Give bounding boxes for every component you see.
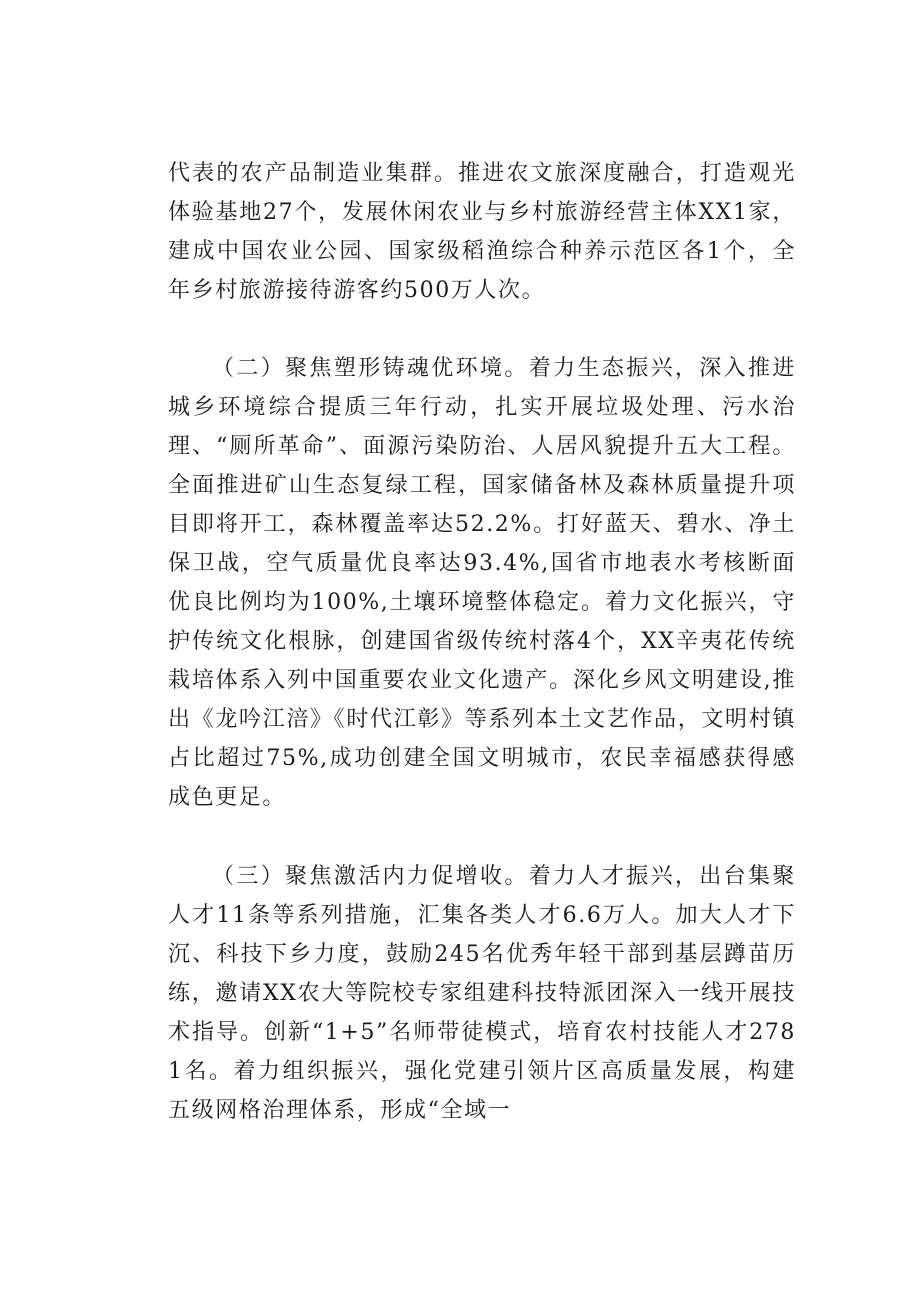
paragraph-continuation: 代表的农产品制造业集群。推进农文旅深度融合，打造观光体验基地27个，发展休闲农业与乡村旅游经营主体XX1家，建成中国农业公园、国家级稻渔综合种养示范区各1个，全年乡村旅游接待游客约500万人次。 [168, 161, 796, 303]
document-body [168, 154, 796, 1130]
paragraph-section-three: （三）聚焦激活内力促增收。着力人才振兴，出台集聚人才11条等系列措施，汇集各类人才6.6万人。加大人才下沉、科技下乡力度，鼓励245名优秀年轻干部到基层蹲苗历练，邀请XX农大等院校专家组建科技特派团深入一线开展技术指导。创新“1+5”名师带徒模式，培育农村技能人才2781名。着力组织振兴，强化党建引领片区高质量发展，构建五级网格治理体系，形成“全域一 [168, 864, 796, 1123]
paragraph-section-two: （二）聚焦塑形铸魂优环境。着力生态振兴，深入推进城乡环境综合提质三年行动，扎实开展垃圾处理、污水治理、“厕所革命”、面源污染防治、人居风貌提升五大工程。全面推进矿山生态复绿工程，国家储备林及森林质量提升项目即将开工，森林覆盖率达52.2%。打好蓝天、碧水、净土保卫战，空气质量优良率达93.4%,国省市地表水考核断面优良比例均为100%,土壤环境整体稳定。着力文化振兴，守护传统文化根脉，创建国省级传统村落4个，XX辛夷花传统栽培体系入列中国重要农业文化遗产。深化乡风文明建设,推出《龙吟江涪》《时代江彰》等系列本土文艺作品，文明村镇占比超过75%,成功创建全国文明城市，农民幸福感获得感成色更足。 [168, 356, 796, 810]
